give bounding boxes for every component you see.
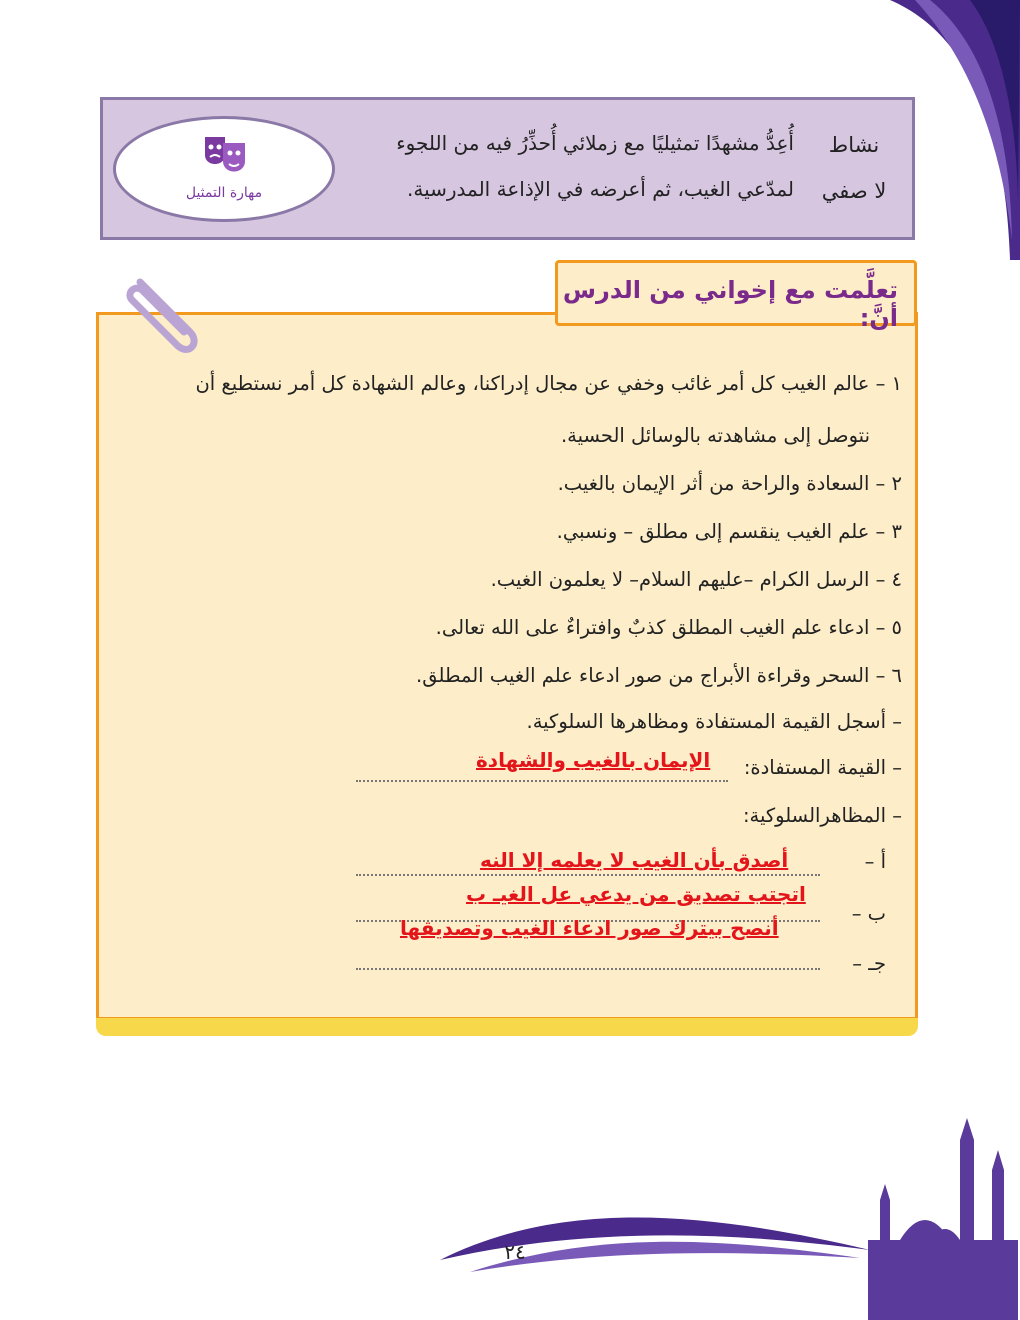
behavior-c-line — [356, 968, 820, 970]
activity-text-line2: لمدّعي الغيب، ثم أعرضه في الإذاعة المدرسية. — [407, 177, 794, 201]
activity-label-line1: نشاط — [828, 133, 880, 157]
summary-item-6: ٦ – السحر وقراءة الأبراج من صور ادعاء علم الغيب المطلق. — [416, 664, 902, 687]
section-title: تعلَّمت مع إخواني من الدرس أنَّ: — [562, 276, 898, 332]
activity-text-line1: أُعِدُّ مشهدًا تمثيليًا مع زملائي أُحذِّرُ فيه من اللجوء — [396, 131, 794, 155]
behavior-a-letter: أ – — [864, 850, 886, 873]
record-instruction: – أسجل القيمة المستفادة ومظاهرها السلوكية. — [526, 710, 902, 733]
activity-label — [816, 122, 892, 214]
activity-label-line2: لا صفي — [821, 179, 887, 203]
behaviors-label: – المظاهرالسلوكية: — [742, 804, 902, 827]
behavior-c-letter: جـ – — [852, 952, 886, 975]
value-answer-line — [356, 780, 728, 782]
paperclip-icon — [120, 272, 210, 362]
behavior-b-answer-2: أنصح بيترك صور ادعاء الغيب وتصديقها — [400, 916, 779, 940]
activity-box — [100, 97, 915, 240]
page-number: ٢٤ — [504, 1240, 526, 1264]
value-answer: الإيمان بالغيب والشهادة — [476, 748, 711, 772]
behavior-b-answer-1: اتجتب تصديق من يدعي عل الغيـ ب — [466, 882, 806, 906]
skill-label: مهارة التمثيل — [185, 185, 263, 201]
behavior-b-letter: ب – — [851, 902, 886, 925]
summary-item-1: ١ – عالم الغيب كل أمر غائب وخفي عن مجال إدراكنا، وعالم الشهادة كل أمر نستطيع أن — [195, 372, 902, 395]
section-title-tab — [555, 260, 917, 332]
summary-item-4: ٤ – الرسل الكرام –عليهم السلام– لا يعلمون الغيب. — [490, 568, 902, 591]
summary-item-1-continued: نتوصل إلى مشاهدته بالوسائل الحسية. — [560, 424, 870, 447]
summary-item-3: ٣ – علم الغيب ينقسم إلى مطلق – ونسبي. — [556, 520, 902, 543]
value-label: – القيمة المستفادة: — [743, 756, 902, 779]
activity-text — [324, 120, 794, 212]
summary-item-5: ٥ – ادعاء علم الغيب المطلق كذبٌ وافتراءٌ على الله تعالى. — [435, 616, 902, 639]
behavior-a-answer: أصدق بأن الغيب لا يعلمه إلا النه — [480, 848, 789, 872]
behavior-a-line — [356, 874, 820, 876]
skill-badge — [113, 116, 335, 222]
mosque-footer-decoration — [0, 1100, 1020, 1320]
summary-item-2: ٢ – السعادة والراحة من أثر الإيمان بالغيب. — [557, 472, 902, 495]
box-bottom-strip — [96, 1018, 918, 1036]
theater-masks-icon — [201, 133, 249, 179]
